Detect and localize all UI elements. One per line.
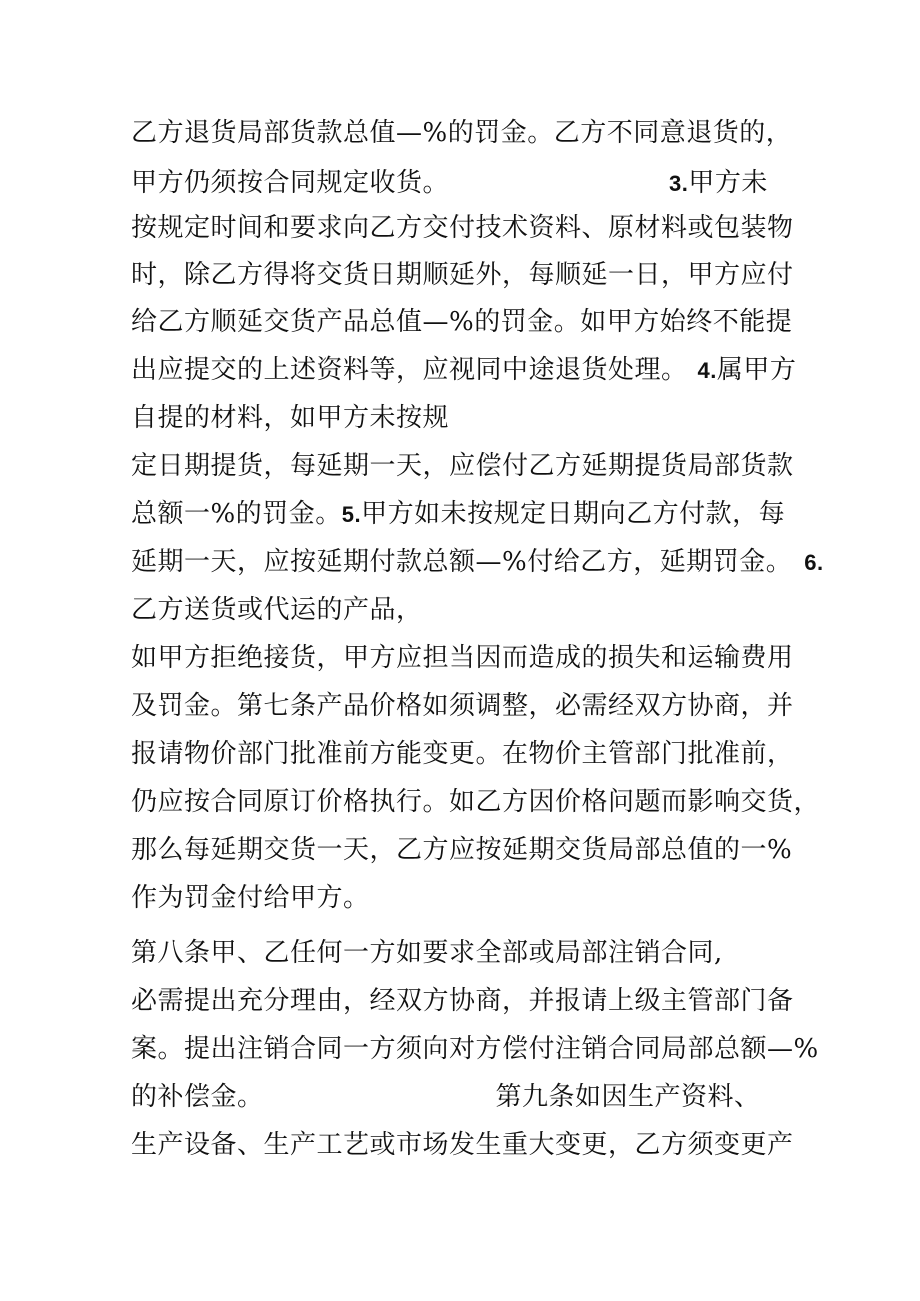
text-line: 作为罚金付给甲方。 [131,883,370,913]
item-number: 5. [341,502,362,527]
text-line: 的补偿金。 第九条如因生产资料、 [131,1082,761,1112]
text-line: 乙方送货或代运的产品， [131,595,423,625]
text-line: 仍应按合同原订价格执行。如乙方因价格问题而影响交货， [131,787,821,817]
text-line: 自提的材料，如甲方未按规 [131,403,450,433]
text-line: 必需提出充分理由，经双方协商，并报请上级主管部门备 [131,986,794,1016]
text-line: 出应提交的上述资料等，应视同中途退货处理。 4.属甲方 [131,355,797,385]
text-line: 及罚金。第七条产品价格如须调整，必需经双方协商，并 [131,691,794,721]
text-line: 延期一天，应按延期付款总额—%付给乙方，延期罚金。 6. [131,547,824,577]
item-number: 4. [697,358,717,383]
text-line: 定日期提货，每延期一天，应偿付乙方延期提货局部货款 [131,451,794,481]
text-line: 给乙方顺延交货产品总值—%的罚金。如甲方始终不能提 [131,307,793,337]
text-line: 时，除乙方得将交货日期顺延外，每顺延一日，甲方应付 [131,260,794,290]
text-line: 如甲方拒绝接货，甲方应担当因而造成的损失和运输费用 [131,643,794,673]
text-line: 第八条甲、乙任何一方如要求全部或局部注销合同, [131,938,723,968]
text-line: 乙方退货局部货款总值—%的罚金。乙方不同意退货的， [131,118,793,148]
text-line: 报请物价部门批准前方能变更。在物价主管部门批准前， [131,739,794,769]
text-line: 甲方仍须按合同规定收货。 3.甲方未 [131,168,768,198]
text-line: 生产设备、生产工艺或市场发生重大变更，乙方须变更产 [131,1130,794,1160]
text-line: 总额一%的罚金。5.甲方如未按规定日期向乙方付款，每 [131,499,786,529]
text-line: 按规定时间和要求向乙方交付技术资料、原材料或包装物 [131,213,794,243]
item-number: 3. [669,171,689,196]
text-line: 那么每延期交货一天，乙方应按延期交货局部总值的一% [131,835,793,865]
item-number: 6. [804,550,824,575]
text-line: 案。提出注销合同一方须向对方偿付注销合同局部总额—% [131,1034,819,1064]
